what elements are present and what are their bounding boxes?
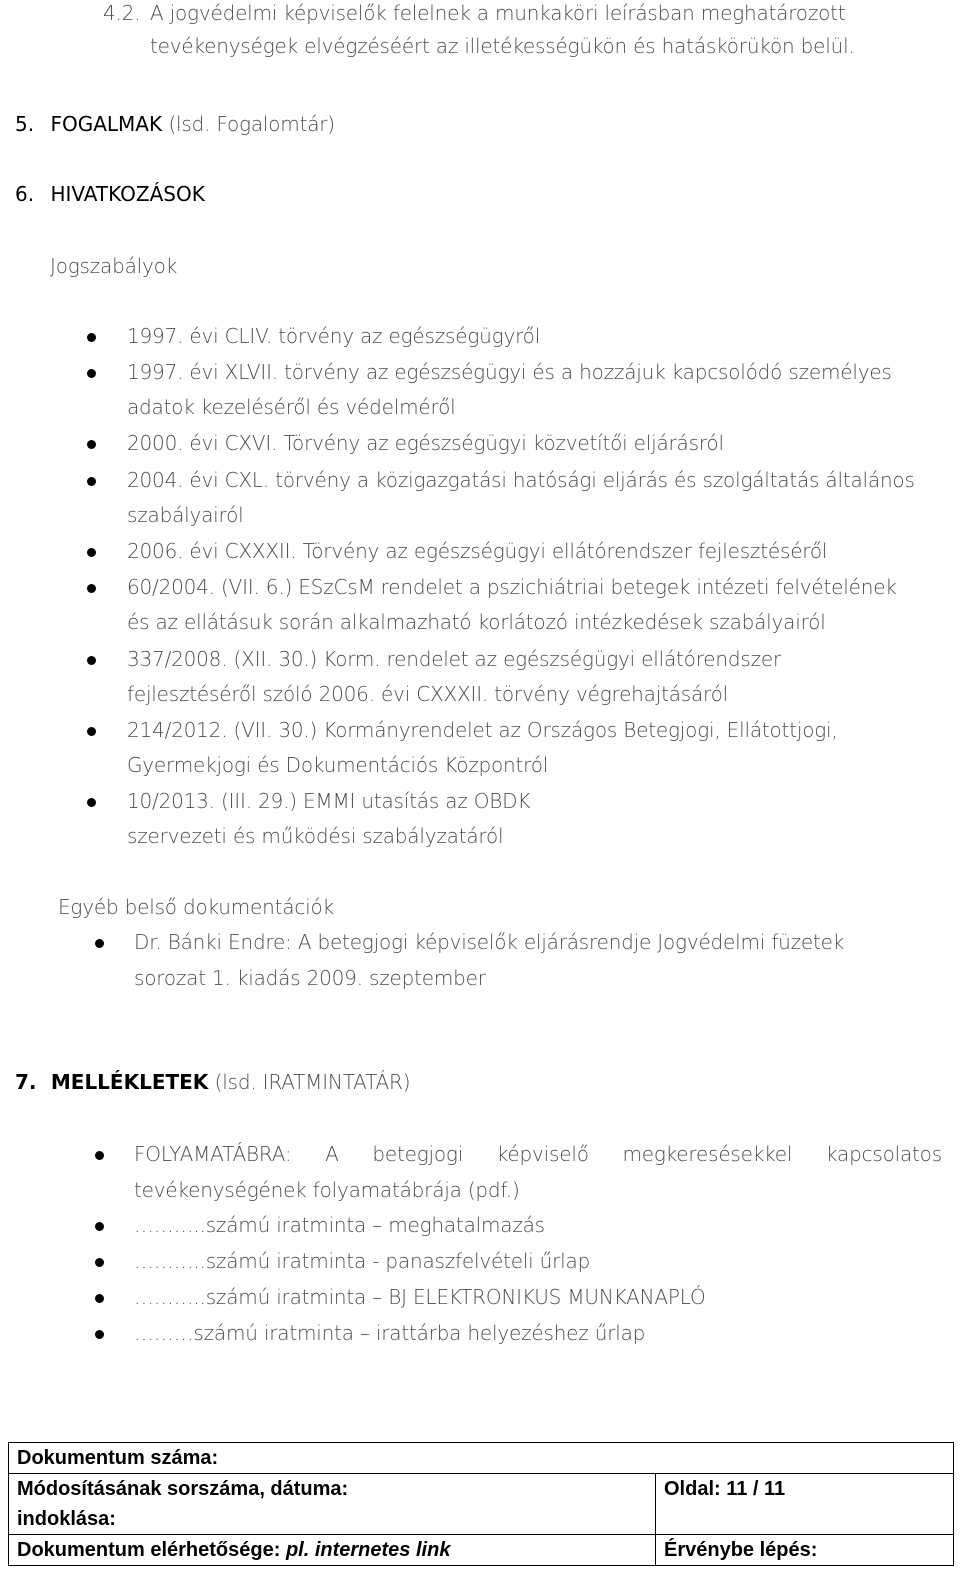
bullet-icon	[87, 333, 96, 342]
footer-modification: Módosításának sorszáma, dátuma:	[17, 1478, 349, 1500]
melleklet-item-1-word: megkeresésekkel	[622, 1142, 793, 1166]
melleklet-item-4: ………..számú iratminta – BJ ELEKTRONIKUS MUNKANAPLÓ	[134, 1285, 706, 1309]
melleklet-item-1-word: betegjogi	[372, 1142, 464, 1166]
melleklet-item-1-word: képviselő	[496, 1142, 589, 1166]
egyeb-item: Dr. Bánki Endre: A betegjogi képviselők eljárásrendje Jogvédelmi füzetek	[134, 930, 845, 954]
section-5-note: (lsd. Fogalomtár)	[168, 112, 335, 136]
footer-availability-value: pl. internetes link	[285, 1538, 451, 1561]
melleklet-item-1-word: kapcsolatos	[825, 1142, 942, 1166]
section-4-2-number: 4.2.	[103, 1, 141, 25]
melleklet-item-1-word: FOLYAMATÁBRA:	[134, 1142, 292, 1166]
bullet-icon	[87, 798, 96, 807]
section-5-number: 5.	[15, 112, 35, 136]
jogszabaly-item-2: 1997. évi XLVII. törvény az egészségügyi és a hozzájuk kapcsolódó személyes	[127, 360, 892, 384]
melleklet-item-1-word: A	[325, 1142, 339, 1166]
jogszabaly-item-3: 2000. évi CXVI. Törvény az egészségügyi közvetítői eljárásról	[127, 431, 724, 455]
melleklet-item-3: ………..számú iratminta - panaszfelvételi űrlap	[134, 1249, 591, 1273]
footer-availability-label: Dokumentum elérhetősége:	[17, 1538, 281, 1561]
section-6-heading	[15, 184, 205, 204]
footer-availability-cell	[9, 1535, 656, 1566]
jogszabaly-item-6-cont: és az ellátásuk során alkalmazható korlátozó intézkedések szabályairól	[127, 610, 826, 634]
section-4-2-line1: A jogvédelmi képviselők felelnek a munkaköri leírásban meghatározott	[150, 1, 846, 25]
jogszabaly-item-4-cont: szabályairól	[127, 503, 244, 527]
section-6-title: HIVATKOZÁSOK	[50, 182, 205, 206]
jogszabaly-item-9-cont: szervezeti és működési szabályzatáról	[127, 824, 504, 848]
section-7-number: 7.	[15, 1070, 37, 1094]
section-7-heading	[15, 1072, 410, 1092]
bullet-icon	[95, 1330, 104, 1339]
section-7-title: MELLÉKLETEK	[50, 1070, 209, 1094]
melleklet-item-5: ………számú iratminta – irattárba helyezéshez űrlap	[134, 1321, 646, 1345]
jogszabaly-item-2-cont: adatok kezeléséről és védelméről	[127, 395, 456, 419]
egyeb-heading: Egyéb belső dokumentációk	[58, 895, 334, 919]
jogszabaly-item-5: 2006. évi CXXXII. Törvény az egészségügyi ellátórendszer fejlesztéséről	[127, 539, 828, 563]
section-5-title: FOGALMAK	[50, 112, 163, 136]
section-7-note: (lsd. IRATMINTATÁR)	[214, 1070, 411, 1094]
bullet-icon	[87, 584, 96, 593]
bullet-icon	[87, 656, 96, 665]
footer-page: Oldal: 11 / 11	[664, 1478, 786, 1500]
egyeb-item-cont: sorozat 1. kiadás 2009. szeptember	[134, 966, 486, 990]
jogszabaly-item-7: 337/2008. (XII. 30.) Korm. rendelet az egészségügyi ellátórendszer	[127, 647, 782, 671]
bullet-icon	[87, 727, 96, 736]
bullet-icon	[95, 1258, 104, 1267]
document-footer-table	[8, 1442, 954, 1566]
jogszabaly-item-1: 1997. évi CLIV. törvény az egészségügyről	[127, 324, 541, 348]
bullet-icon	[95, 1222, 104, 1231]
jogszabaly-item-8: 214/2012. (VII. 30.) Kormányrendelet az Országos Betegjogi, Ellátottjogi,	[127, 718, 838, 742]
section-5-heading	[15, 114, 335, 134]
footer-doc-number: Dokumentum száma:	[9, 1443, 954, 1474]
footer-page-cell	[656, 1474, 954, 1535]
bullet-icon	[87, 477, 96, 486]
melleklet-item-1	[134, 1144, 942, 1164]
bullet-icon	[87, 548, 96, 557]
footer-effective: Érvénybe lépés:	[656, 1535, 954, 1566]
jogszabaly-item-7-cont: fejlesztéséről szóló 2006. évi CXXXII. törvény végrehajtásáról	[127, 682, 729, 706]
footer-justification: indoklása:	[17, 1508, 116, 1530]
footer-modification-cell	[9, 1474, 656, 1535]
jogszabaly-item-9: 10/2013. (III. 29.) EMMI utasítás az OBDK	[127, 789, 531, 813]
bullet-icon	[95, 1151, 104, 1160]
jogszabaly-item-6: 60/2004. (VII. 6.) ESzCsM rendelet a pszichiátriai betegek intézeti felvételének	[127, 575, 897, 599]
bullet-icon	[87, 440, 96, 449]
bullet-icon	[95, 939, 104, 948]
bullet-icon	[87, 369, 96, 378]
section-4-2-line2: tevékenységek elvégzéséért az illetékességükön és hatáskörükön belül.	[150, 34, 855, 58]
jogszabalyok-heading: Jogszabályok	[50, 254, 178, 278]
bullet-icon	[95, 1294, 104, 1303]
jogszabaly-item-4: 2004. évi CXL. törvény a közigazgatási hatósági eljárás és szolgáltatás általános	[127, 468, 915, 492]
melleklet-item-1-cont: tevékenységének folyamatábrája (pdf.)	[134, 1178, 520, 1202]
melleklet-item-2: ………..számú iratminta – meghatalmazás	[134, 1213, 545, 1237]
section-6-number: 6.	[15, 182, 35, 206]
jogszabaly-item-8-cont: Gyermekjogi és Dokumentációs Központról	[127, 753, 549, 777]
